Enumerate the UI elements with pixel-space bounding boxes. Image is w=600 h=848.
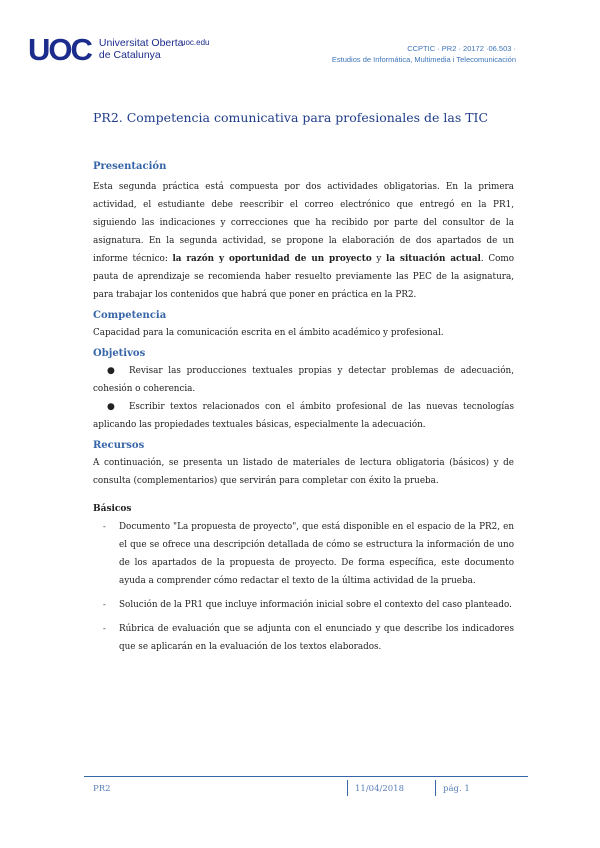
logo-text [99,38,184,61]
presentacion-text [93,178,514,304]
list-item [93,596,514,614]
heading-objetivos: Objetivos [93,348,146,359]
footer-divider [84,776,528,777]
footer-separator [435,780,436,796]
header-info [332,43,516,65]
objetivos-list [93,362,514,434]
heading-recursos: Recursos [93,440,145,451]
basico-text: Rúbrica de evaluación que se adjunta con el enunciado y que describe los indicadores que se aplicarán en la evaluación de los textos elaborados. [119,624,514,652]
footer-doc: PR2 [93,784,111,794]
dash-icon: - [103,624,106,633]
dash-icon: - [103,522,106,531]
list-item [93,362,514,398]
recursos-text: A continuación, se presenta un listado de materiales de lectura obligatoria (básicos) y de consulta (complementarios) que servirán para completar con éxito la prueba. [93,458,514,486]
logo-mark: UOC [28,32,91,67]
logo-line-2: de Catalunya [98,48,161,61]
presentacion-bold-1: la razón y oportunidad de un proyecto [172,254,372,264]
logo-line-1: Universitat Oberta [98,37,184,49]
uoc-logo [28,34,184,65]
dash-icon: - [103,600,106,609]
list-item [93,620,514,656]
heading-competencia: Competencia [93,310,167,321]
course-code: CCPTIC · PR2 · 20172 ·06.503 · [407,44,516,53]
list-item [93,398,514,434]
presentacion-bold-2: la situación actual [386,254,481,264]
heading-presentacion: Presentación [93,161,167,172]
heading-basicos: Básicos [93,504,132,514]
objetivo-text: Revisar las producciones textuales propias y detectar problemas de adecuación, cohesión o coherencia. [93,366,514,394]
site-link[interactable]: uoc.edu [181,38,210,47]
presentacion-text-1: Esta segunda práctica está compuesta por dos actividades obligatorias. En la primera actividad, el estudiante debe reescribir el correo electrónico que entregó en la PR1, siguiendo las indicaciones y correcciones que ha recibido por parte del consultor de la asignatura. En la segunda actividad, se propone la elaboración de dos apartados de un informe técnico: [93,182,514,264]
objetivo-text: Escribir textos relacionados con el ámbito profesional de las nuevas tecnologías aplicando las propiedades textuales básicas, especialmente la adecuación. [93,402,514,430]
presentacion-text-2: y [371,254,387,264]
page-title: PR2. Competencia comunicativa para profesionales de las TIC [93,110,489,125]
bullet-icon: ● [107,366,115,376]
basicos-list [93,518,514,656]
bullet-icon: ● [107,402,115,412]
presentacion-text-3: . Como pauta de aprendizaje se recomienda haber resuelto previamente las PEC de la asignatura, para trabajar los contenidos que habrá que poner en práctica en la PR2. [93,254,515,300]
department: Estudios de Informática, Multimedia i Telecomunicación [331,55,516,64]
footer-date: 11/04/2018 [355,784,404,794]
main-content [93,110,514,656]
basico-text: Documento "La propuesta de proyecto", que está disponible en el espacio de la PR2, en el que se ofrece una descripción detallada de cómo se estructura la información de uno de los apartados de la propuesta de proyecto. De forma específica, este documento ayuda a comprender cómo redactar el texto de la última actividad de la prueba. [119,522,514,586]
footer-separator [347,780,348,796]
basico-text: Solución de la PR1 que incluye información inicial sobre el contexto del caso planteado. [119,600,512,610]
list-item [93,518,514,590]
competencia-text: Capacidad para la comunicación escrita en el ámbito académico y profesional. [93,328,444,338]
footer-page-number: pág. 1 [443,784,470,794]
